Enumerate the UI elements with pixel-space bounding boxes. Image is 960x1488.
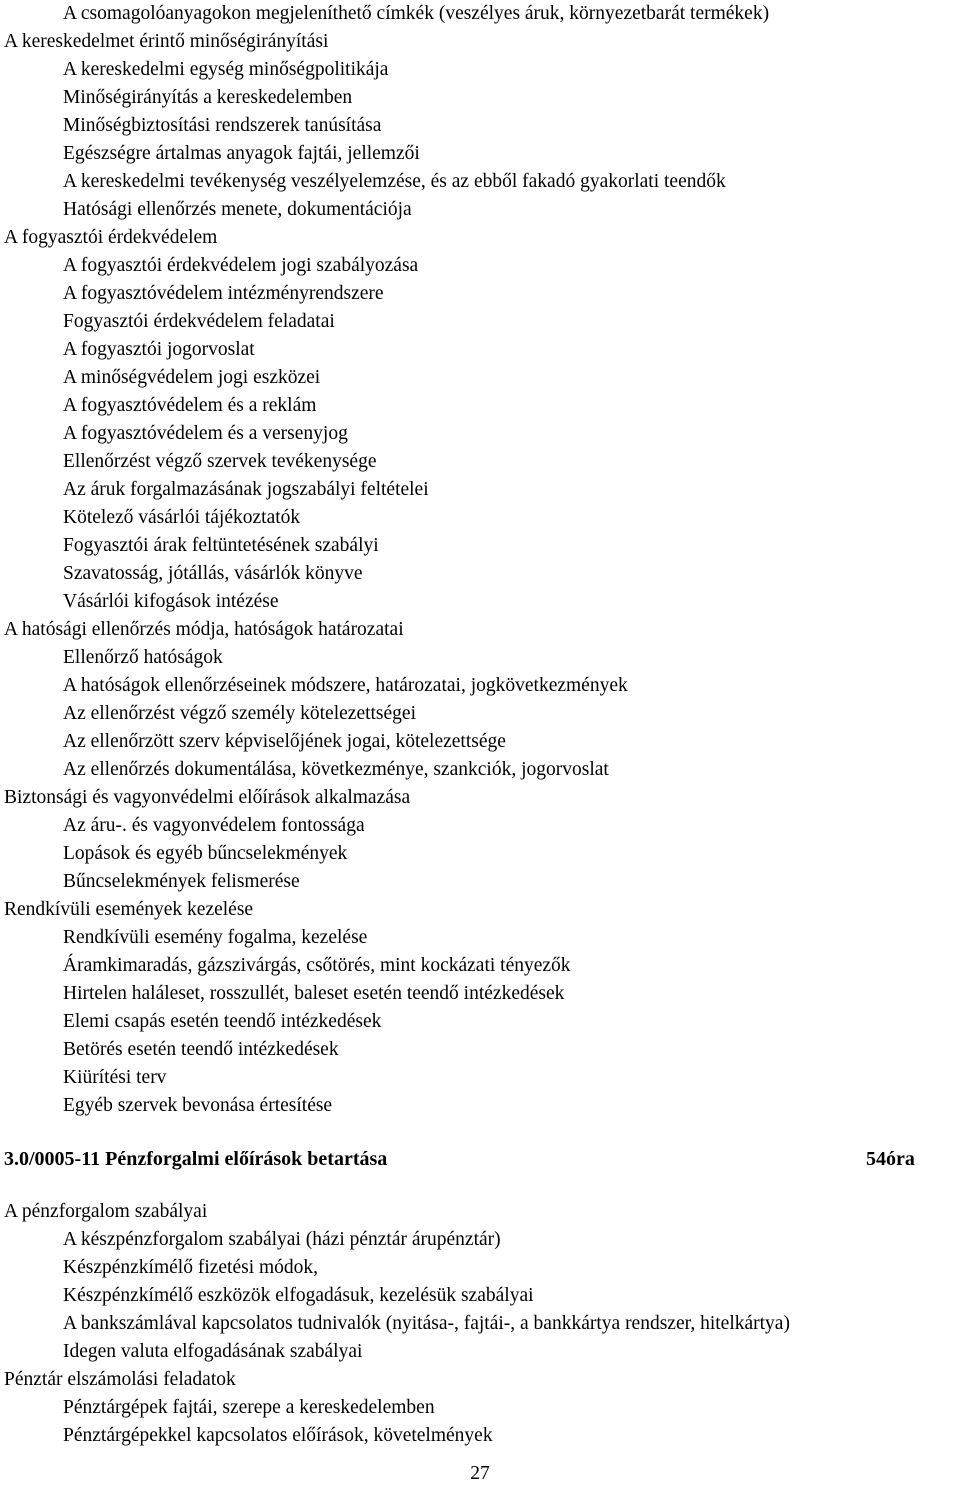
topic-item: Az áruk forgalmazásának jogszabályi feltételei [63,479,429,500]
topic-item: Szavatosság, jótállás, vásárlók könyve [63,563,363,584]
topic-item: Hatósági ellenőrzés menete, dokumentációja [63,199,412,220]
topic-item: Betörés esetén teendő intézkedések [63,1039,339,1060]
topic-item: Elemi csapás esetén teendő intézkedések [63,1011,382,1032]
topic-item: Kötelező vásárlói tájékoztatók [63,507,301,528]
section-heading: A fogyasztói érdekvédelem [4,227,218,248]
page-number: 27 [470,1463,490,1484]
topic-item: Pénztárgépekkel kapcsolatos előírások, követelmények [63,1425,493,1446]
topic-item: Egyéb szervek bevonása értesítése [63,1095,333,1116]
topic-item: A fogyasztóvédelem és a versenyjog [63,423,348,444]
topic-item: A készpénzforgalom szabályai (házi pénztár árupénztár) [63,1229,501,1250]
topic-item: Készpénzkímélő eszközök elfogadásuk, kezelésük szabályai [63,1285,534,1306]
topic-item: Kiürítési terv [63,1067,167,1088]
topic-list-payments [0,1198,960,1450]
topic-item: Fogyasztói érdekvédelem feladatai [63,311,335,332]
topic-item: Ellenőrzést végző szervek tevékenysége [63,451,377,472]
topic-item: Egészségre ártalmas anyagok fajtái, jellemzői [63,143,420,164]
topic-item: Bűncselekmények felismerése [63,871,300,892]
section-heading: A hatósági ellenőrzés módja, hatóságok határozatai [4,619,404,640]
section-heading: Biztonsági és vagyonvédelmi előírások alkalmazása [4,787,411,808]
topic-item: Rendkívüli esemény fogalma, kezelése [63,927,368,948]
topic-item: Az áru-. és vagyonvédelem fontossága [63,815,365,836]
topic-item: Hirtelen haláleset, rosszullét, baleset esetén teendő intézkedések [63,983,565,1004]
topic-item: A csomagolóanyagokon megjeleníthető címkék (veszélyes áruk, környezetbarát termékek) [63,3,770,24]
topic-item: Ellenőrző hatóságok [63,647,223,668]
topic-item: Lopások és egyéb bűncselekmények [63,843,348,864]
topic-item: Az ellenőrzést végző személy kötelezettségei [63,703,416,724]
section-heading: A kereskedelmet érintő minőségirányítási [4,31,329,52]
topic-item: Minőségirányítás a kereskedelemben [63,87,353,108]
topic-item: A hatóságok ellenőrzéseinek módszere, határozatai, jogkövetkezmények [63,675,628,696]
topic-item: A minőségvédelem jogi eszközei [63,367,321,388]
topic-item: Fogyasztói árak feltüntetésének szabályi [63,535,379,556]
topic-item: Pénztárgépek fajtái, szerepe a kereskedelemben [63,1397,435,1418]
topic-item: A fogyasztói érdekvédelem jogi szabályozása [63,255,419,276]
topic-item: A kereskedelmi egység minőségpolitikája [63,59,389,80]
module-heading [0,1144,960,1174]
section-heading: Rendkívüli események kezelése [4,899,254,920]
topic-item: A fogyasztóvédelem intézményrendszere [63,283,384,304]
topic-item: Az ellenőrzött szerv képviselőjének jogai, kötelezettsége [63,731,506,752]
topic-item: Az ellenőrzés dokumentálása, következménye, szankciók, jogorvoslat [63,759,609,780]
section-heading: A pénzforgalom szabályai [4,1201,208,1222]
module-title: 3.0/0005-11 Pénzforgalmi előírások betartása [4,1148,388,1170]
topic-item: Vásárlói kifogások intézése [63,591,279,612]
topic-item: A kereskedelmi tevékenység veszélyelemzése, és az ebből fakadó gyakorlati teendők [63,171,726,192]
topic-item: Idegen valuta elfogadásának szabályai [63,1341,363,1362]
topic-item: A fogyasztói jogorvoslat [63,339,255,360]
module-hours: 54óra [866,1148,915,1170]
topic-item: A bankszámlával kapcsolatos tudnivalók (nyitása-, fajtái-, a bankkártya rendszer, hitelkártya) [63,1313,790,1334]
topic-item: Készpénzkímélő fizetési módok, [63,1257,319,1278]
topic-item: A fogyasztóvédelem és a reklám [63,395,317,416]
topic-item: Minőségbiztosítási rendszerek tanúsítása [63,115,382,136]
section-heading: Pénztár elszámolási feladatok [4,1369,236,1390]
topic-item: Áramkimaradás, gázszivárgás, csőtörés, mint kockázati tényezők [63,955,571,976]
